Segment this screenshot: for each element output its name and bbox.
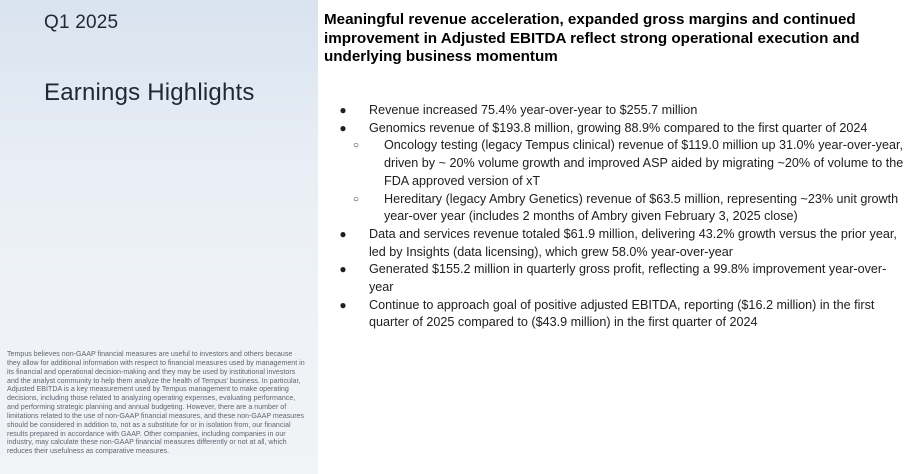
- left-panel: [0, 0, 318, 474]
- page-title: Earnings Highlights: [44, 79, 255, 106]
- bullet-icon: ●: [339, 297, 347, 312]
- headline: Meaningful revenue acceleration, expanded gross margins and continued improvement in Adjusted EBITDA reflect strong operational execution and underlying business momentum: [324, 11, 860, 66]
- sub-list-item: [338, 191, 910, 226]
- bullet-text: Generated $155.2 million in quarterly gross profit, reflecting a 99.8% improvement year-over-year: [369, 262, 887, 295]
- bullet-text: Revenue increased 75.4% year-over-year to $255.7 million: [369, 103, 698, 117]
- genomics-sub-list: [338, 137, 910, 226]
- list-item: [338, 261, 910, 296]
- right-panel: [318, 0, 910, 474]
- bullet-text: Genomics revenue of $193.8 million, growing 88.9% compared to the first quarter of 2024: [369, 120, 868, 135]
- bullet-icon: ●: [339, 262, 347, 277]
- sub-list-item: [338, 137, 910, 190]
- list-item: [338, 297, 910, 332]
- quarter-label: Q1 2025: [44, 12, 119, 33]
- list-item: [338, 120, 910, 138]
- sub-bullet-icon: ○: [353, 193, 360, 205]
- list-item: [338, 226, 910, 261]
- bullet-icon: ●: [339, 103, 347, 117]
- sub-bullet-text: Hereditary (legacy Ambry Genetics) revenue of $63.5 million, representing ~23% unit growth year-over year (includes 2 months of Ambry given February 3, 2025 close): [384, 191, 899, 224]
- highlights-list: [338, 102, 910, 332]
- sub-bullet-text: Oncology testing (legacy Tempus clinical) revenue of $119.0 million up 31.0% year-over-year, driven by ~ 20% volume growth and improved ASP aided by migrating ~20% of volume to the FDA approved version of xT: [384, 138, 904, 188]
- bullet-icon: ●: [339, 120, 347, 135]
- sub-bullet-icon: ○: [353, 140, 360, 152]
- list-item: [338, 102, 910, 120]
- bullet-icon: ●: [339, 226, 347, 241]
- sub-list-container: [338, 137, 910, 226]
- non-gaap-disclaimer: Tempus believes non-GAAP financial measures are useful to investors and others because they allow for additional information with respect to financial measures used by management in its financial and operational decision-making and they may be used by institutional investors and the analyst community to help them analyze the health of Tempus' business. In particular, Adjusted EBITDA is a key measurement used by Tempus management to make operating decisions, including those related to analyzing operating expenses, evaluating performance, and performing strategic planning and annual budgeting. However, there are a number of limitations related to the use of non-GAAP financial measures, and these non-GAAP measures should be considered in addition to, not as a substitute for or in isolation from, our financial results prepared in accordance with GAAP. Other companies, including companies in our industry, may calculate these non-GAAP financial measures differently or not at all, which reduces their usefulness as comparative measures.: [7, 350, 305, 456]
- bullet-text: Continue to approach goal of positive adjusted EBITDA, reporting ($16.2 million) in the first quarter of 2025 compared to ($43.9 million) in the first quarter of 2024: [369, 297, 875, 330]
- bullet-text: Data and services revenue totaled $61.9 million, delivering 43.2% growth versus the prior year, led by Insights (data licensing), which grew 58.0% year-over-year: [369, 226, 897, 259]
